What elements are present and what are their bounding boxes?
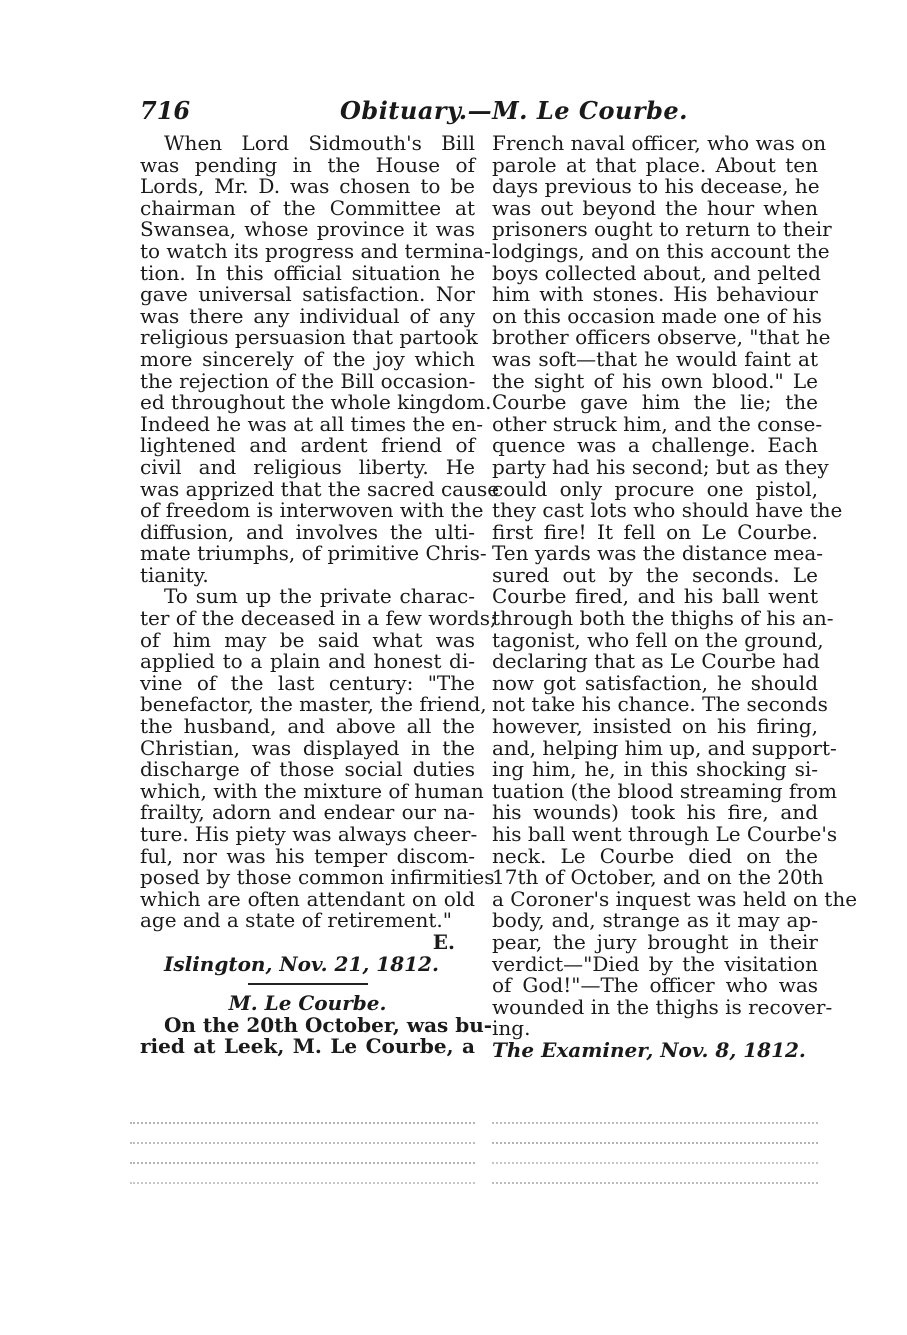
text-line: a Coroner's inquest was held on the bbox=[492, 886, 858, 911]
text-line: discharge of those social duties bbox=[140, 757, 475, 782]
running-head: Obituary.—M. Le Courbe. bbox=[340, 96, 688, 125]
text-line: body, and, strange as it may ap- bbox=[492, 908, 818, 933]
text-line: posed by those common infirmities bbox=[140, 865, 495, 890]
text-line: declaring that as Le Courbe had bbox=[492, 649, 820, 674]
text-line: prisoners ought to return to their bbox=[492, 217, 832, 242]
text-line: of God!"—The officer who was bbox=[492, 973, 818, 998]
text-line: neck. Le Courbe died on the bbox=[492, 843, 818, 868]
text-line: first fire! It fell on Le Courbe. bbox=[492, 519, 818, 544]
text-line: French naval officer, who was on bbox=[492, 131, 827, 155]
text-line: chairman of the Committee at bbox=[140, 195, 475, 220]
text-line: wounded in the thighs is recover- bbox=[492, 994, 833, 1019]
text-line: his wounds) took his fire, and bbox=[492, 800, 818, 825]
section-title: M. Le Courbe. bbox=[228, 991, 387, 1016]
text-line: pear, the jury brought in their bbox=[492, 929, 818, 954]
text-line: of freedom is interwoven with the bbox=[140, 498, 484, 523]
signature: E. bbox=[432, 929, 455, 954]
right-column bbox=[492, 131, 858, 1062]
text-line: was soft—that he would faint at bbox=[492, 346, 818, 371]
text-line: now got satisfaction, he should bbox=[492, 670, 818, 695]
text-line: Ten yards was the distance mea- bbox=[492, 541, 824, 566]
text-line: through both the thighs of his an- bbox=[492, 606, 834, 631]
left-paragraph-3 bbox=[140, 1012, 493, 1059]
text-line: Indeed he was at all times the en- bbox=[140, 411, 483, 436]
text-line: benefactor, the master, the friend, bbox=[140, 692, 487, 717]
text-line: the sight of his own blood." Le bbox=[492, 368, 818, 393]
text-line: sured out by the seconds. Le bbox=[492, 562, 818, 587]
text-line: When Lord Sidmouth's Bill bbox=[164, 131, 475, 155]
text-line: tuation (the blood streaming from bbox=[492, 778, 837, 803]
text-line: ter of the deceased in a few words; bbox=[140, 606, 497, 631]
dateline: Islington, Nov. 21, 1812. bbox=[164, 951, 439, 976]
text-line: was out beyond the hour when bbox=[492, 195, 818, 220]
text-line: frailty, adorn and endear our na- bbox=[140, 800, 475, 825]
text-line: him with stones. His behaviour bbox=[492, 282, 818, 307]
text-line: his ball went through Le Courbe's bbox=[492, 822, 838, 846]
text-line: ing him, he, in this shocking si- bbox=[492, 757, 818, 782]
section-divider bbox=[248, 983, 368, 985]
right-paragraph-1 bbox=[492, 131, 858, 1041]
text-line: which, with the mixture of human bbox=[140, 778, 484, 803]
text-line: tianity. bbox=[140, 562, 209, 587]
text-line: tagonist, who fell on the ground, bbox=[492, 627, 824, 652]
text-line: of him may be said what was bbox=[140, 627, 475, 652]
text-line: boys collected about, and pelted bbox=[492, 260, 821, 285]
text-line: age and a state of retirement." bbox=[140, 908, 452, 933]
text-line: they cast lots who should have the bbox=[492, 498, 843, 523]
text-line: quence was a challenge. Each bbox=[492, 433, 818, 458]
text-line: ed throughout the whole kingdom. bbox=[140, 390, 492, 415]
bleed-through-noise bbox=[130, 1108, 475, 1218]
text-line: and, helping him up, and support- bbox=[492, 735, 837, 760]
text-line: Lords, Mr. D. was chosen to be bbox=[140, 174, 475, 199]
text-line: tion. In this official situation he bbox=[140, 260, 475, 285]
left-paragraph-1 bbox=[140, 131, 500, 587]
text-line: ing. bbox=[492, 1016, 531, 1041]
text-line: other struck him, and the conse- bbox=[492, 411, 823, 436]
text-line: could only procure one pistol, bbox=[492, 476, 818, 501]
text-line: On the 20th October, was bu- bbox=[164, 1012, 493, 1037]
text-line: not take his chance. The seconds bbox=[492, 692, 828, 717]
text-line: which are often attendant on old bbox=[140, 886, 475, 911]
bleed-through-noise bbox=[492, 1108, 818, 1218]
left-column bbox=[140, 131, 500, 1059]
text-line: the husband, and above all the bbox=[140, 714, 475, 739]
text-line: was there any individual of any bbox=[140, 303, 475, 328]
text-line: verdict—"Died by the visitation bbox=[492, 951, 818, 976]
text-line: lodgings, and on this account the bbox=[492, 238, 830, 263]
text-line: Christian, was displayed in the bbox=[140, 735, 475, 760]
text-line: lightened and ardent friend of bbox=[140, 433, 475, 458]
page-header bbox=[140, 96, 820, 128]
text-line: Swansea, whose province it was bbox=[140, 217, 475, 242]
text-line: Courbe gave him the lie; the bbox=[492, 390, 818, 415]
left-paragraph-2 bbox=[140, 584, 497, 933]
text-line: party had his second; but as they bbox=[492, 454, 829, 479]
text-line: ful, nor was his temper discom- bbox=[140, 843, 475, 868]
text-line: on this occasion made one of his bbox=[492, 303, 822, 328]
text-line: gave universal satisfaction. Nor bbox=[140, 282, 475, 307]
text-line: applied to a plain and honest di- bbox=[140, 649, 475, 674]
text-line: mate triumphs, of primitive Chris- bbox=[140, 541, 487, 566]
text-line: was apprized that the sacred cause bbox=[140, 476, 500, 501]
text-line: ture. His piety was always cheer- bbox=[140, 822, 478, 846]
text-line: To sum up the private charac- bbox=[164, 584, 475, 609]
text-line: parole at that place. About ten bbox=[492, 152, 818, 177]
text-line: Courbe fired, and his ball went bbox=[492, 584, 818, 609]
text-line: more sincerely of the joy which bbox=[140, 346, 475, 371]
text-line: however, insisted on his firing, bbox=[492, 714, 818, 739]
text-line: ried at Leek, M. Le Courbe, a bbox=[140, 1034, 475, 1059]
text-line: religious persuasion that partook bbox=[140, 325, 478, 350]
text-line: brother officers observe, "that he bbox=[492, 325, 831, 350]
source-citation: The Examiner, Nov. 8, 1812. bbox=[492, 1037, 806, 1062]
text-line: diffusion, and involves the ulti- bbox=[140, 519, 475, 544]
text-line: vine of the last century: "The bbox=[140, 670, 475, 695]
text-line: 17th of October, and on the 20th bbox=[492, 865, 824, 890]
text-line: was pending in the House of bbox=[140, 152, 475, 177]
page-number: 716 bbox=[140, 96, 191, 125]
text-line: civil and religious liberty. He bbox=[140, 454, 475, 479]
text-line: days previous to his decease, he bbox=[492, 174, 820, 199]
text-line: to watch its progress and termina- bbox=[140, 238, 491, 263]
text-line: the rejection of the Bill occasion- bbox=[140, 368, 476, 393]
